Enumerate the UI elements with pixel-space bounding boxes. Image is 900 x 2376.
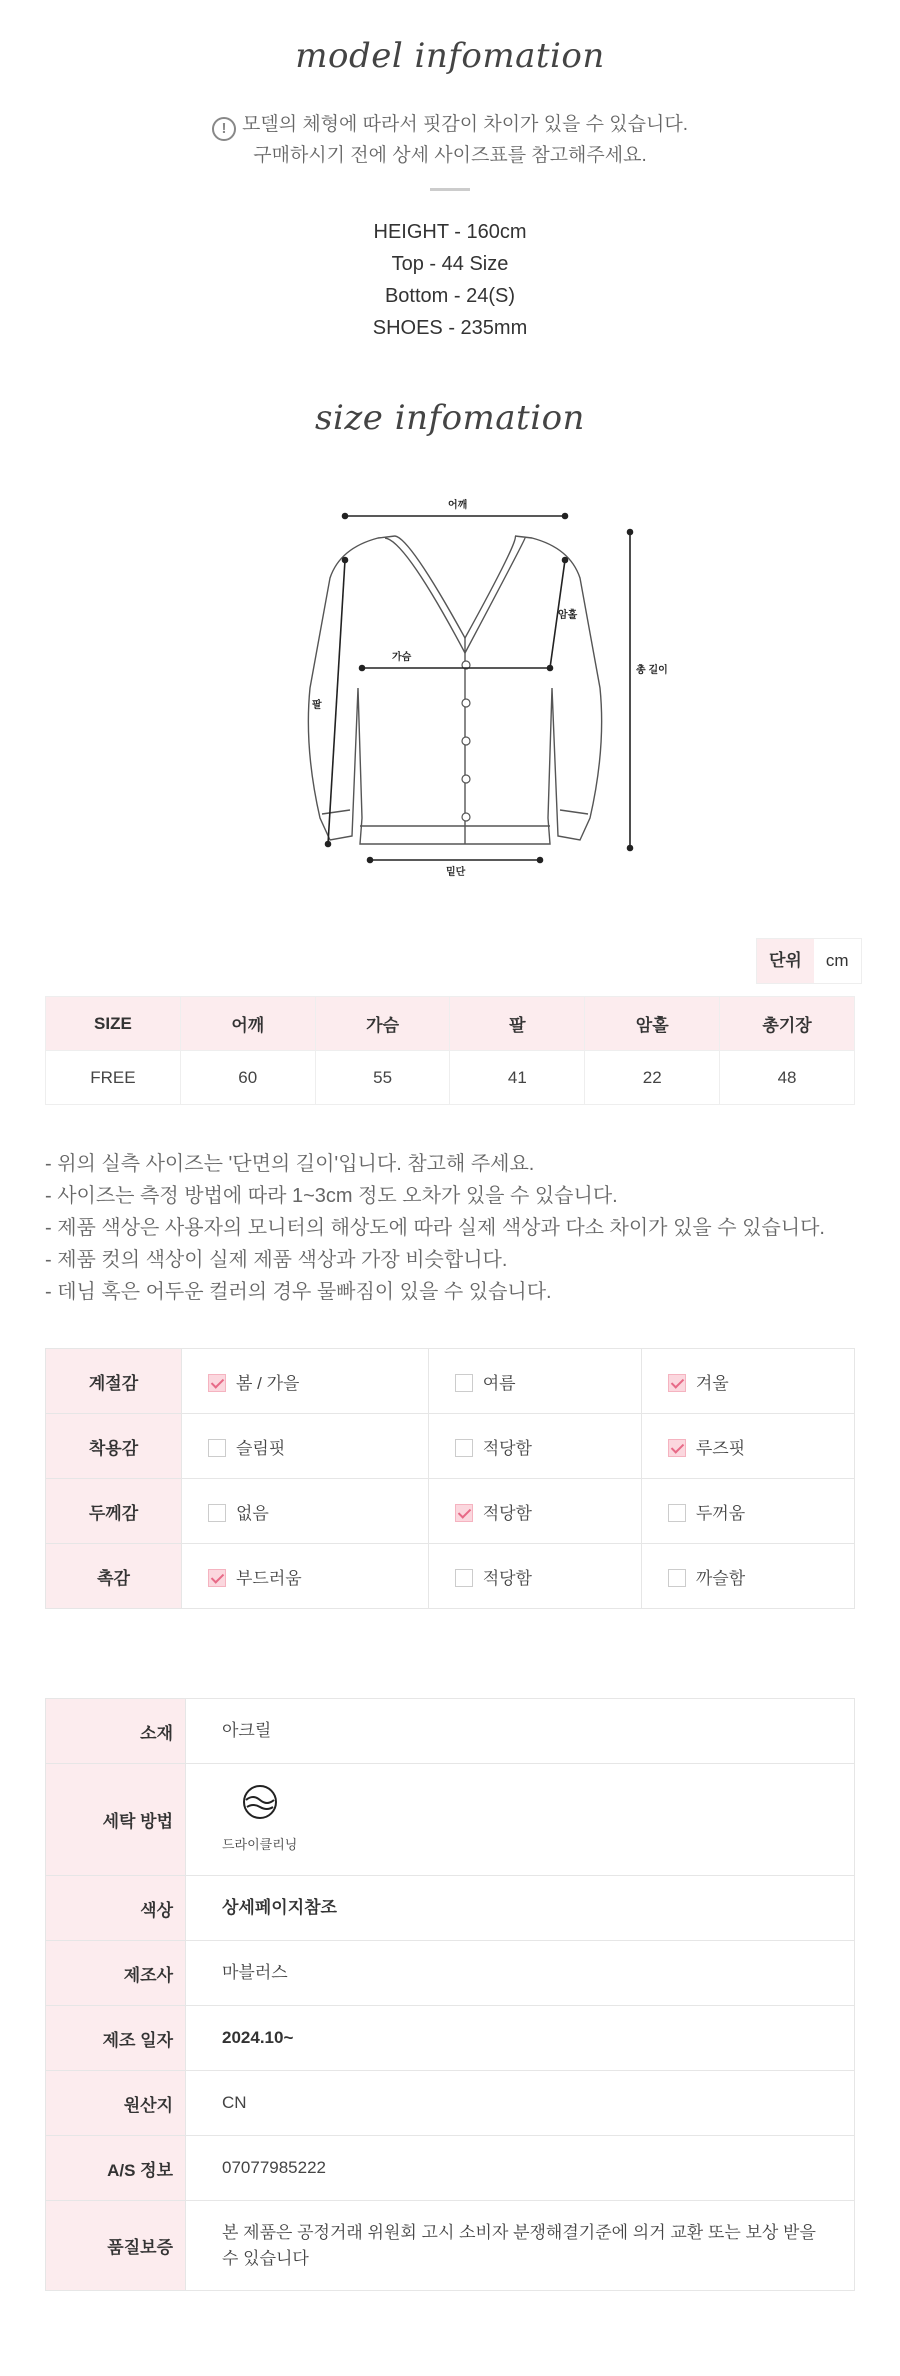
feel-option-text: 까슬함 bbox=[695, 1568, 746, 1588]
checkbox-icon bbox=[668, 1374, 686, 1392]
unit-label: 단위 bbox=[757, 939, 814, 983]
info-row-as bbox=[46, 2136, 855, 2201]
model-spec-shoes: SHOES - 235mm bbox=[372, 317, 528, 339]
info-row-color bbox=[46, 1876, 855, 1941]
cardigan-outline bbox=[308, 536, 601, 844]
info-row-date bbox=[46, 2006, 855, 2071]
checkbox-icon bbox=[455, 1504, 473, 1522]
measure-lines bbox=[326, 514, 633, 863]
diagram-label-hem: 밑단 bbox=[446, 867, 466, 878]
size-table bbox=[45, 996, 855, 1105]
info-value-date: 2024.10~ bbox=[186, 2006, 855, 2071]
size-note: - 사이즈는 측정 방법에 따라 1~3cm 정도 오차가 있을 수 있습니다. bbox=[45, 1185, 618, 1207]
info-value-warranty: 본 제품은 공정거래 위원회 고시 소비자 분쟁해결기준에 의거 교환 또는 보상 받을 수 있습니다 bbox=[186, 2201, 855, 2291]
feel-label: 착용감 bbox=[46, 1414, 182, 1479]
unit-value: cm bbox=[814, 939, 861, 983]
feel-option-text: 부드러움 bbox=[236, 1568, 302, 1588]
feel-row-texture bbox=[46, 1544, 855, 1609]
checkbox-icon bbox=[208, 1439, 226, 1457]
size-cell-sleeve: 41 bbox=[450, 1051, 585, 1105]
model-specs bbox=[0, 216, 900, 344]
feel-option-text: 적당함 bbox=[482, 1503, 532, 1523]
model-spec-top: Top - 44 Size bbox=[391, 253, 509, 275]
info-label: 원산지 bbox=[46, 2071, 186, 2136]
feel-label: 두께감 bbox=[46, 1479, 182, 1544]
feel-row-season bbox=[46, 1349, 855, 1414]
feel-option-text: 두꺼움 bbox=[695, 1503, 746, 1523]
info-value-material: 아크릴 bbox=[186, 1699, 855, 1764]
feel-option bbox=[182, 1414, 429, 1479]
feel-option bbox=[428, 1414, 641, 1479]
feel-row-thickness bbox=[46, 1479, 855, 1544]
diagram-label-chest: 가슴 bbox=[392, 652, 412, 663]
info-label: 제조 일자 bbox=[46, 2006, 186, 2071]
feel-option bbox=[641, 1414, 854, 1479]
feel-option bbox=[182, 1544, 429, 1609]
checkbox-icon bbox=[668, 1569, 686, 1587]
feel-option-text: 적당함 bbox=[482, 1438, 532, 1458]
checkbox-icon bbox=[455, 1569, 473, 1587]
feel-option bbox=[428, 1349, 641, 1414]
feel-option-text: 적당함 bbox=[482, 1568, 532, 1588]
info-row-material bbox=[46, 1699, 855, 1764]
feel-option bbox=[182, 1349, 429, 1414]
feel-option bbox=[641, 1349, 854, 1414]
feel-option-text: 없음 bbox=[236, 1503, 269, 1523]
wash-method bbox=[222, 1782, 297, 1858]
checkbox-icon bbox=[208, 1504, 226, 1522]
model-spec-height: HEIGHT - 160cm bbox=[373, 221, 527, 243]
feel-option bbox=[428, 1544, 641, 1609]
feel-option-text: 겨울 bbox=[695, 1373, 729, 1393]
model-info-title: model infomation bbox=[295, 36, 605, 76]
size-notes bbox=[45, 1148, 865, 1308]
size-header-chest: 가슴 bbox=[315, 997, 450, 1051]
checkbox-icon bbox=[208, 1374, 226, 1392]
size-cell-chest: 55 bbox=[315, 1051, 450, 1105]
feel-option bbox=[641, 1479, 854, 1544]
model-notice bbox=[0, 110, 900, 171]
feel-option bbox=[428, 1479, 641, 1544]
wash-label: 드라이클리닝 bbox=[222, 1836, 298, 1852]
size-header-armhole: 암홀 bbox=[585, 997, 720, 1051]
diagram-label-sleeve: 팔 bbox=[312, 700, 322, 711]
checkbox-icon bbox=[668, 1504, 686, 1522]
info-row-warranty bbox=[46, 2201, 855, 2291]
size-cell-shoulder: 60 bbox=[180, 1051, 315, 1105]
size-cell-length: 48 bbox=[720, 1051, 855, 1105]
size-cell-size: FREE bbox=[46, 1051, 181, 1105]
size-header-shoulder: 어깨 bbox=[180, 997, 315, 1051]
feel-label: 촉감 bbox=[46, 1544, 182, 1609]
feel-option-text: 루즈핏 bbox=[695, 1438, 746, 1458]
diagram-label-length: 총 길이 bbox=[636, 665, 668, 676]
info-value-maker: 마블러스 bbox=[186, 1941, 855, 2006]
fit-feel-table bbox=[45, 1348, 855, 1609]
size-table-header bbox=[46, 997, 855, 1051]
checkbox-icon bbox=[455, 1439, 473, 1457]
size-note: - 위의 실측 사이즈는 '단면의 길이'입니다. 참고해 주세요. bbox=[45, 1153, 535, 1175]
model-spec-bottom: Bottom - 24(S) bbox=[384, 285, 516, 307]
size-header-sleeve: 팔 bbox=[450, 997, 585, 1051]
feel-option bbox=[641, 1544, 854, 1609]
cardigan-buttons bbox=[462, 661, 470, 821]
diagram-label-armhole: 암홀 bbox=[558, 610, 578, 621]
dry-clean-icon bbox=[240, 1782, 280, 1822]
cardigan-size-diagram bbox=[300, 488, 668, 878]
info-label: 색상 bbox=[46, 1876, 186, 1941]
notice-line-1: 모델의 체형에 따라서 핏감이 차이가 있을 수 있습니다. bbox=[241, 114, 689, 135]
unit-indicator bbox=[756, 938, 862, 984]
notice-line-2: 구매하시기 전에 상세 사이즈표를 참고해주세요. bbox=[253, 145, 647, 166]
size-note: - 제품 컷의 색상이 실제 제품 색상과 가장 비슷합니다. bbox=[45, 1249, 508, 1271]
size-info-title: size infomation bbox=[315, 398, 585, 438]
info-label: 품질보증 bbox=[46, 2201, 186, 2291]
size-header-size: SIZE bbox=[46, 997, 181, 1051]
table-row bbox=[46, 1051, 855, 1105]
feel-row-fit bbox=[46, 1414, 855, 1479]
info-label: 소재 bbox=[46, 1699, 186, 1764]
section-divider bbox=[430, 188, 470, 191]
feel-option-text: 슬림핏 bbox=[236, 1438, 286, 1458]
info-value-origin: CN bbox=[186, 2071, 855, 2136]
feel-option bbox=[182, 1479, 429, 1544]
info-value-as: 07077985222 bbox=[186, 2136, 855, 2201]
info-label: 세탁 방법 bbox=[46, 1764, 186, 1876]
info-label: 제조사 bbox=[46, 1941, 186, 2006]
info-row-wash bbox=[46, 1764, 855, 1876]
info-icon: ! bbox=[212, 117, 236, 141]
size-cell-armhole: 22 bbox=[585, 1051, 720, 1105]
info-row-maker bbox=[46, 1941, 855, 2006]
product-info-table bbox=[45, 1698, 855, 2291]
size-note: - 데님 혹은 어두운 컬러의 경우 물빠짐이 있을 수 있습니다. bbox=[45, 1281, 552, 1303]
size-note: - 제품 색상은 사용자의 모니터의 해상도에 따라 실제 색상과 다소 차이가 있을 수 있습니다. bbox=[45, 1217, 825, 1239]
checkbox-icon bbox=[668, 1439, 686, 1457]
feel-option-text: 여름 bbox=[482, 1373, 516, 1393]
info-label: A/S 정보 bbox=[46, 2136, 186, 2201]
info-value-wash bbox=[186, 1764, 855, 1876]
feel-label: 계절감 bbox=[46, 1349, 182, 1414]
checkbox-icon bbox=[208, 1569, 226, 1587]
info-row-origin bbox=[46, 2071, 855, 2136]
feel-option-text: 봄 / 가을 bbox=[236, 1373, 300, 1393]
info-value-color: 상세페이지참조 bbox=[186, 1876, 855, 1941]
checkbox-icon bbox=[455, 1374, 473, 1392]
size-header-length: 총기장 bbox=[720, 997, 855, 1051]
diagram-label-shoulder: 어깨 bbox=[448, 500, 468, 511]
